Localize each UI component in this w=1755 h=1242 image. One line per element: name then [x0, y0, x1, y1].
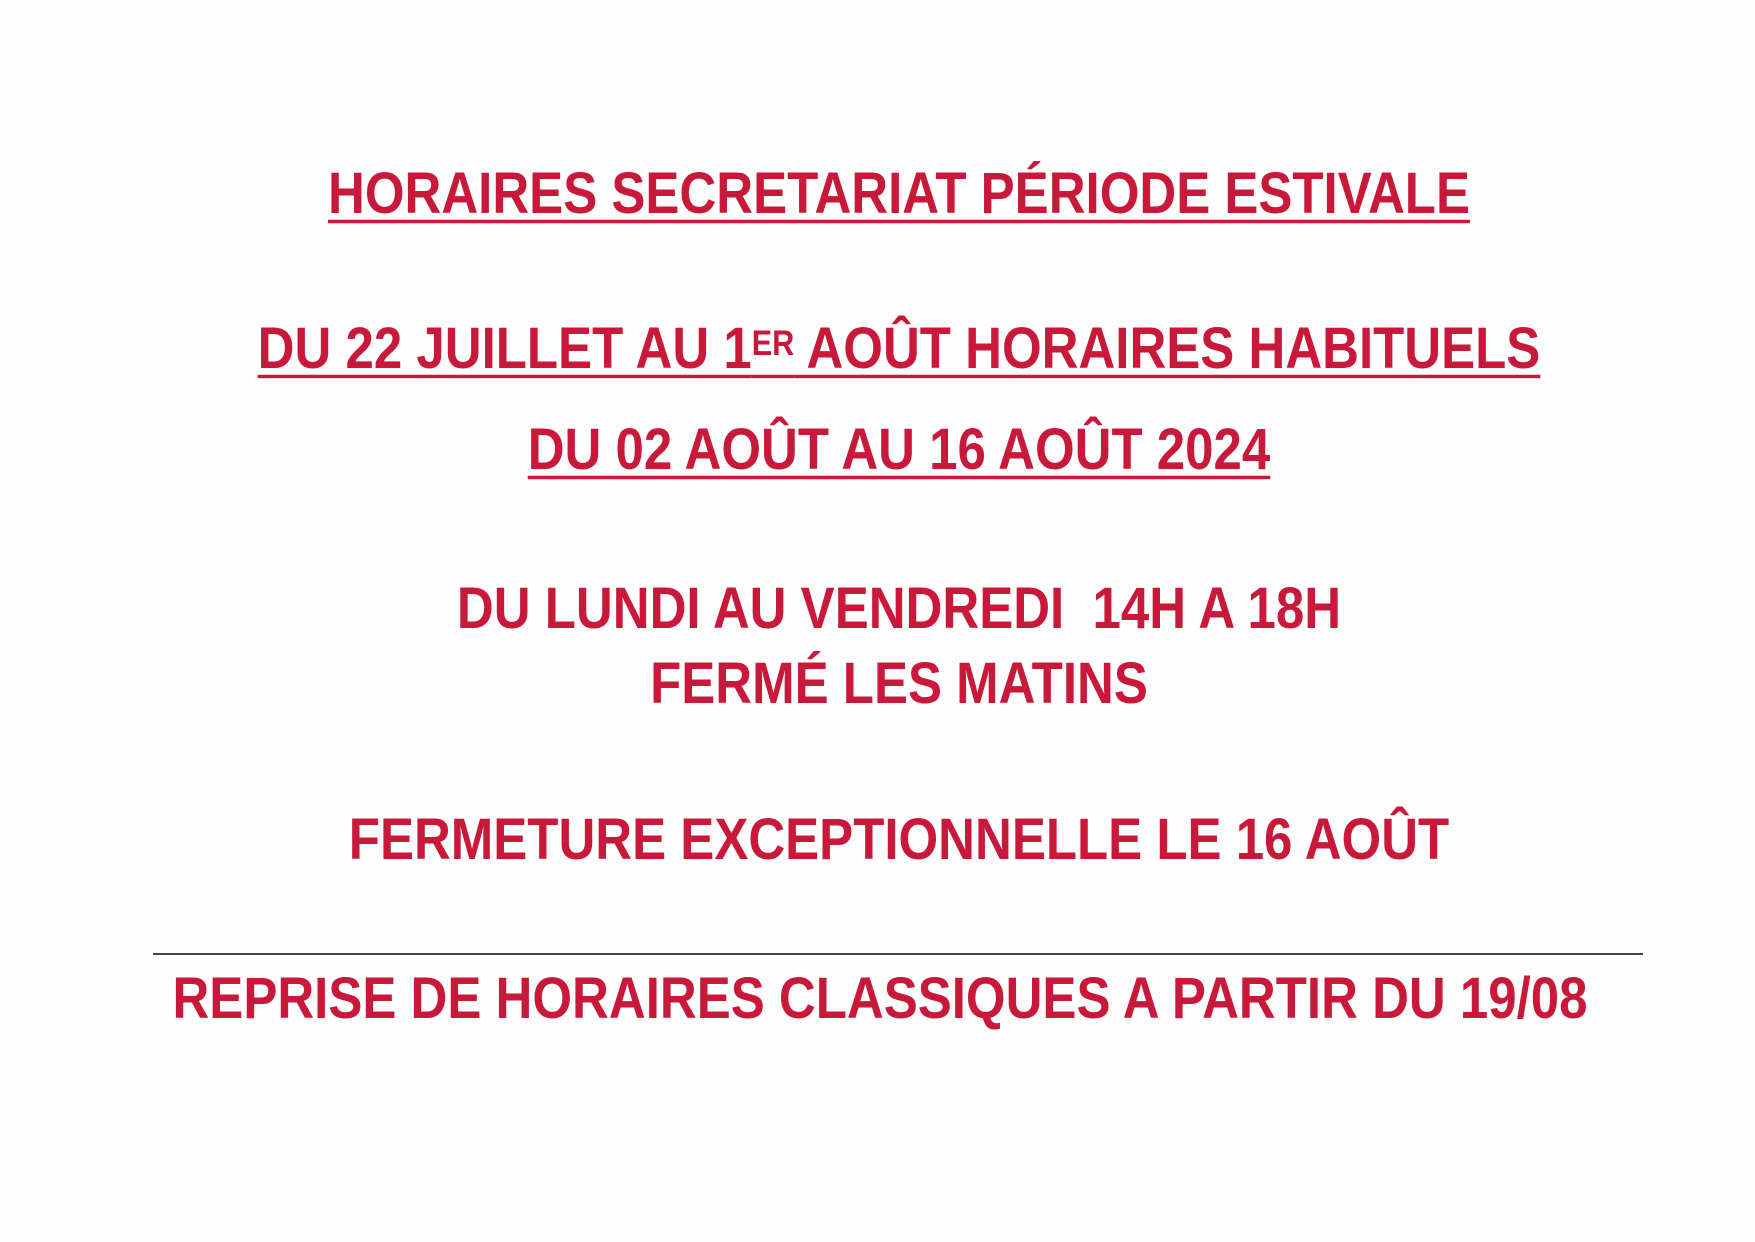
period-line-1	[43, 314, 1755, 381]
mornings-closed-text: FERMÉ LES MATINS	[650, 649, 1148, 716]
mornings-closed-line	[43, 649, 1755, 716]
period-1-text	[258, 314, 1541, 383]
exceptional-closure-text: FERMETURE EXCEPTIONNELLE LE 16 AOÛT	[348, 805, 1450, 872]
divider-rule	[153, 953, 1643, 955]
period-2-text: DU 02 AOÛT AU 16 AOÛT 2024	[527, 415, 1271, 482]
period-1-start: DU 22 JUILLET AU 1	[257, 314, 752, 381]
period-1-end: AOÛT HORAIRES HABITUELS	[794, 314, 1541, 381]
resumption-text: REPRISE DE HORAIRES CLASSIQUES A PARTIR DU 19/08	[172, 964, 1588, 1031]
period-line-2	[43, 415, 1755, 482]
title-line	[43, 159, 1755, 226]
notice-title: HORAIRES SECRETARIAT PÉRIODE ESTIVALE	[328, 159, 1470, 226]
period-1-superscript: ER	[751, 324, 795, 364]
opening-hours-text: DU LUNDI AU VENDREDI 14H A 18H	[456, 574, 1342, 641]
resumption-line	[5, 964, 1755, 1031]
hours-line	[43, 574, 1755, 641]
exceptional-closure-line	[43, 805, 1755, 872]
